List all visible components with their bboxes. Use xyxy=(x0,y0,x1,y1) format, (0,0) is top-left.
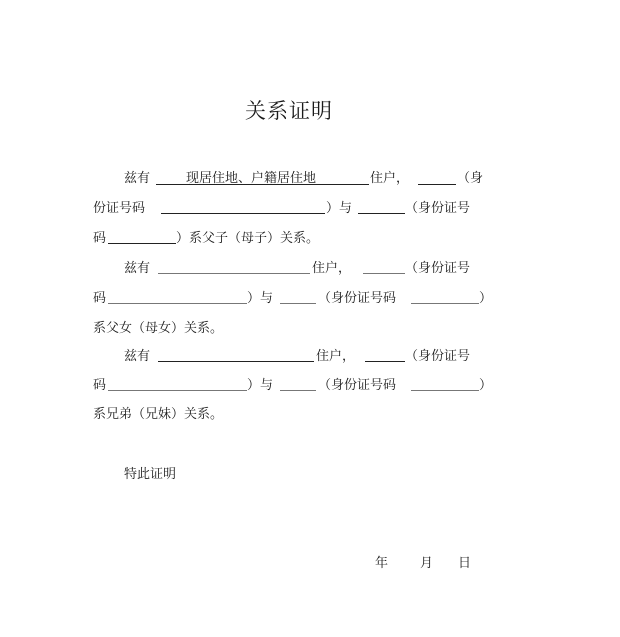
p1-zhuhu: 住户， xyxy=(370,171,410,186)
p1-id-blank-1[interactable] xyxy=(161,213,325,214)
p3-close: ） xyxy=(479,378,493,393)
p3-paren-close-yu: ）与 xyxy=(247,378,274,393)
p3-paren-id: （身份证号 xyxy=(405,349,471,364)
p3-id-blank-2[interactable] xyxy=(411,390,479,391)
p2-name-blank[interactable] xyxy=(363,273,405,274)
p2-address-blank[interactable] xyxy=(158,273,310,274)
p2-close: ） xyxy=(479,291,493,306)
p1-paren-id: （身份证号 xyxy=(405,201,471,216)
p1-name-blank[interactable] xyxy=(418,184,456,185)
p2-zi-you: 兹有 xyxy=(124,261,151,276)
p2-id-blank-2[interactable] xyxy=(411,303,479,304)
p3-name-blank-2[interactable] xyxy=(280,390,316,391)
p3-name-blank[interactable] xyxy=(365,361,405,362)
p3-zhuhu: 住户， xyxy=(316,349,356,364)
p3-id-blank-1[interactable] xyxy=(108,390,247,391)
document-title: 关系证明 xyxy=(245,99,333,123)
p1-zi-you: 兹有 xyxy=(124,171,151,186)
p1-name-blank-2[interactable] xyxy=(358,213,405,214)
closing-text: 特此证明 xyxy=(124,467,177,482)
p2-paren-id-ma: （身份证号码 xyxy=(318,291,397,306)
date-month: 月 xyxy=(420,556,434,571)
p1-address-blank[interactable] xyxy=(156,184,369,185)
p2-paren-close-yu: ）与 xyxy=(247,291,274,306)
p2-zhuhu: 住户， xyxy=(312,261,352,276)
p2-name-blank-2[interactable] xyxy=(280,303,316,304)
p3-ma: 码 xyxy=(93,378,107,393)
p2-ma: 码 xyxy=(93,291,107,306)
p3-relation: 系兄弟（兄妹）关系。 xyxy=(93,407,224,422)
p1-blank-hint: 现居住地、户籍居住地 xyxy=(186,171,317,186)
p2-relation: 系父女（母女）关系。 xyxy=(93,321,224,336)
date-year: 年 xyxy=(375,556,389,571)
p3-address-blank[interactable] xyxy=(158,361,314,362)
date-day: 日 xyxy=(458,556,472,571)
p2-paren-id: （身份证号 xyxy=(405,261,471,276)
p1-paren-shen: （身 xyxy=(457,171,484,186)
p1-relation: ）系父子（母子）关系。 xyxy=(176,231,320,246)
p1-id-no: 份证号码 xyxy=(93,201,146,216)
p1-ma: 码 xyxy=(93,231,107,246)
p1-paren-close-yu: ）与 xyxy=(326,201,353,216)
p3-zi-you: 兹有 xyxy=(124,349,151,364)
p3-paren-id-ma: （身份证号码 xyxy=(318,378,397,393)
p2-id-blank-1[interactable] xyxy=(108,303,247,304)
p1-id-blank-2[interactable] xyxy=(108,243,176,244)
